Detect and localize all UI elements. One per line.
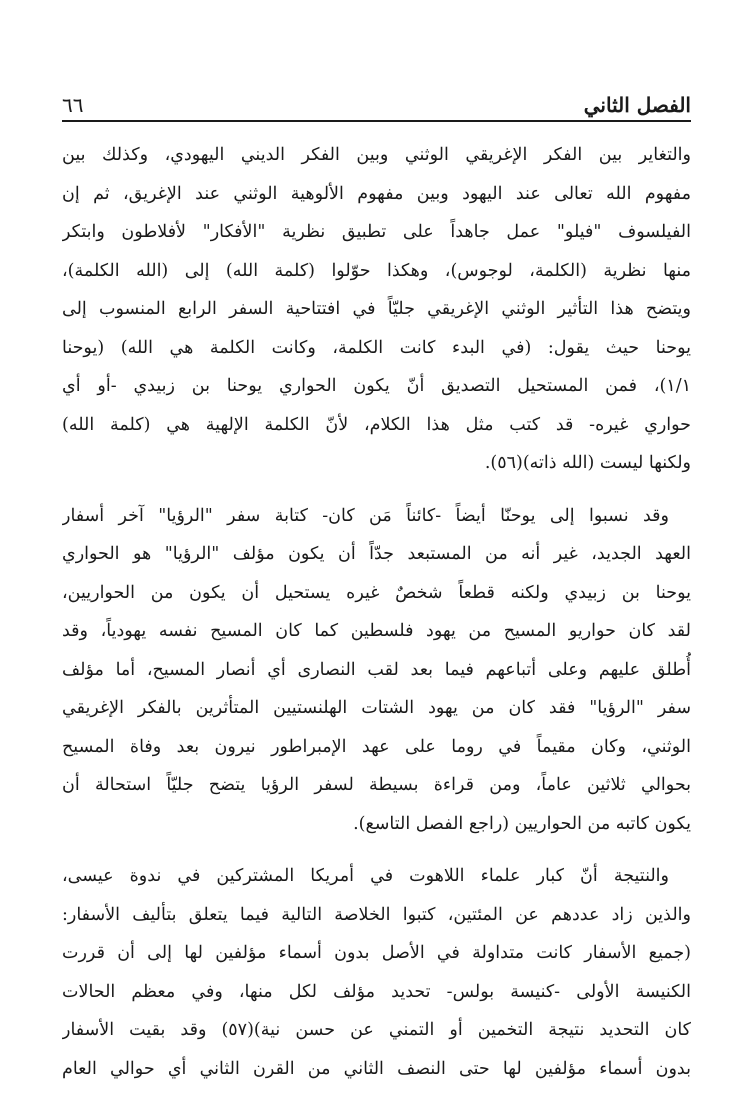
running-header: [62, 92, 691, 122]
chapter-title: الفصل الثاني: [583, 93, 691, 117]
text-line: يوحنا حيث يقول: (في البدء كانت الكلمة، وكانت الكلمة هي الله) (يوحنا: [62, 337, 691, 358]
text-line: بدون أسماء مؤلفين لها حتى النصف الثاني من القرن الثاني أي حوالي العام: [62, 1058, 691, 1079]
text-line: (جميع الأسفار كانت متداولة في الأصل بدون أسماء مؤلفين لها إلى أن قررت: [62, 943, 691, 963]
text-line: والنتيجة أنّ كبار علماء اللاهوت في أمريكا المشتركين في ندوة عيسى،: [62, 866, 669, 886]
text-line: منها نظرية (الكلمة، لوجوس)، وهكذا حوّلوا (كلمة الله) إلى (الله الكلمة)،: [62, 260, 691, 281]
paragraph-1: [62, 136, 691, 483]
text-line: ١/١)، فمن المستحيل التصديق أنّ يكون الحواري يوحنا بن زبيدي -أو أي: [62, 376, 691, 396]
text-line: يوحنا بن زبيدي ولكنه قطعاً شخصٌ غيره يستحيل أن يكون من الحواريين،: [62, 582, 691, 603]
text-line: يكون كاتبه من الحواريين (راجع الفصل التاسع).: [353, 813, 691, 834]
text-line: بحوالي ثلاثين عاماً، ومن قراءة بسيطة لسفر الرؤيا يتضح جليّاً استحالة أن: [62, 775, 691, 795]
text-line: الكنيسة الأولى -كنيسة بولس- تحديد مؤلف لكل منها، وفي معظم الحالات: [62, 981, 691, 1002]
text-line: لقد كان حواريو المسيح من يهود فلسطين كما كان المسيح نفسه يهودياً، وقد: [62, 621, 691, 641]
text-line: والتغاير بين الفكر الإغريقي الوثني وبين الفكر الديني اليهودي، وكذلك بين: [62, 145, 691, 165]
text-line: العهد الجديد، غير أنه من المستبعد جدّاً أن يكون مؤلف "الرؤيا" هو الحواري: [62, 544, 691, 564]
text-line: أُطلق عليهم وعلى أتباعهم فيما بعد لقب النصارى أي أنصار المسيح، أما مؤلف: [62, 659, 691, 680]
text-line: الوثني، وكان مقيماً في روما على عهد الإمبراطور نيرون بعد وفاة المسيح: [62, 736, 691, 757]
paragraph-3: [62, 857, 691, 1088]
text-line: ولكنها ليست (الله ذاته)(٥٦).: [484, 453, 691, 473]
text-line: ويتضح هذا التأثير الوثني الإغريقي جليّاً في افتتاحية السفر الرابع المنسوب إلى: [62, 299, 691, 319]
page-body: [62, 136, 691, 1102]
page-number: ٦٦: [62, 93, 84, 117]
text-line: والذين زاد عددهم عن المئتين، كتبوا الخلاصة التالية فيما يتعلق بتأليف الأسفار:: [62, 904, 691, 925]
text-line: كان التحديد نتيجة التخمين أو التمني عن حسن نية)(٥٧) وقد بقيت الأسفار: [62, 1020, 691, 1040]
text-line: حواري غيره- قد كتب مثل هذا الكلام، لأنّ الكلمة الإلهية هي (كلمة الله): [62, 414, 691, 435]
text-line: مفهوم الله تعالى عند اليهود وبين مفهوم الألوهية الوثني عند الإغريق، ثم إن: [62, 183, 691, 204]
text-line: الفيلسوف "فيلو" عمل جاهداً على تطبيق نظرية "الأفكار" لأفلاطون وابتكر: [62, 222, 691, 242]
text-line: سفر "الرؤيا" فقد كان من يهود الشتات الهلنستيين المتأثرين بالفكر الإغريقي: [62, 698, 691, 718]
paragraph-2: [62, 497, 691, 844]
text-line: وقد نسبوا إلى يوحنّا أيضاً -كائناً مَن كان- كتابة سفر "الرؤيا" آخر أسفار: [62, 505, 669, 526]
